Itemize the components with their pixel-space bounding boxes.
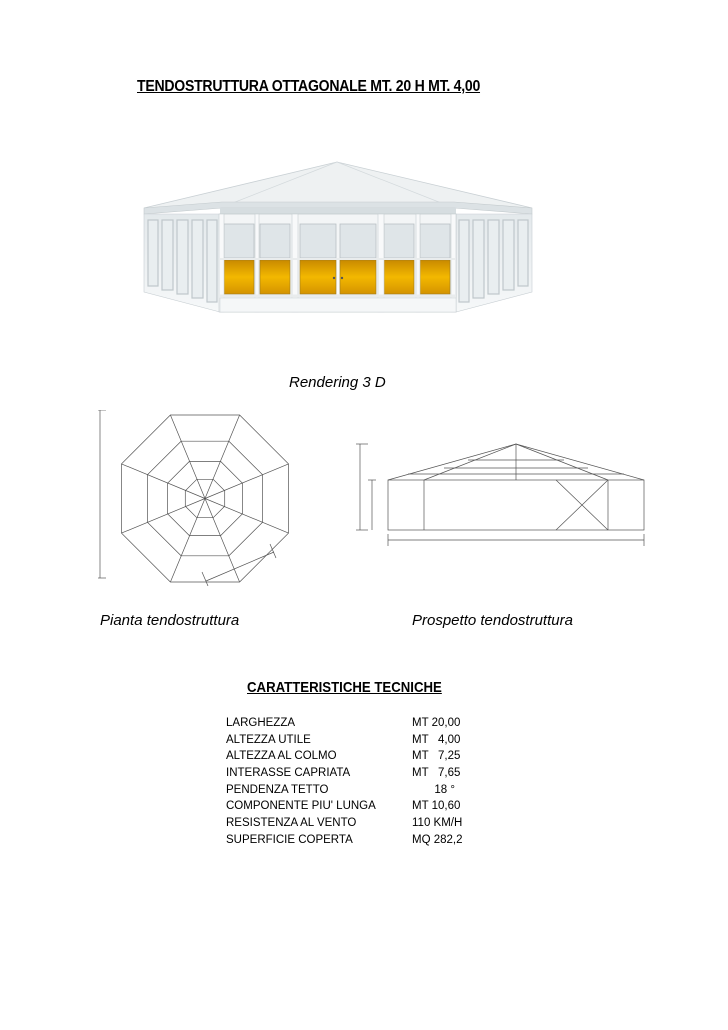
spec-value: MT 20,00 — [412, 717, 461, 729]
spec-row — [226, 782, 463, 799]
spec-label: ALTEZZA UTILE — [226, 733, 311, 746]
spec-label: LARGHEZZA — [226, 717, 296, 729]
spec-row — [226, 715, 463, 732]
spec-value: MQ 282,2 — [412, 833, 463, 846]
spec-value: MT 7,65 — [412, 767, 461, 780]
spec-label: INTERASSE CAPRIATA — [226, 767, 351, 780]
spec-row — [226, 798, 463, 815]
spec-row — [226, 815, 463, 832]
specs-title: CARATTERISTICHE TECNICHE — [247, 679, 442, 696]
spec-label: COMPONENTE PIU' LUNGA — [226, 800, 376, 813]
spec-label: RESISTENZA AL VENTO — [226, 817, 357, 830]
elevation-caption: Prospetto tendostruttura — [412, 612, 573, 629]
spec-value: 18 ° — [412, 783, 455, 796]
spec-label: ALTEZZA AL COLMO — [226, 750, 337, 763]
tent-elevation-drawing — [348, 436, 652, 552]
specs-table — [226, 715, 463, 849]
spec-value: MT 7,25 — [412, 750, 461, 763]
spec-row — [226, 832, 463, 849]
plan-caption: Pianta tendostruttura — [100, 612, 240, 629]
spec-value: MT 10,60 — [412, 800, 461, 813]
spec-row — [226, 765, 463, 782]
tent-plan-drawing — [98, 410, 298, 586]
page-title: TENDOSTRUTTURA OTTAGONALE MT. 20 H MT. 4,00 — [137, 78, 481, 95]
tent-3d-rendering — [140, 158, 534, 318]
spec-row — [226, 732, 463, 749]
spec-label: PENDENZA TETTO — [226, 783, 329, 796]
rendering-caption: Rendering 3 D — [289, 374, 386, 391]
spec-value: MT 4,00 — [412, 733, 461, 746]
spec-value: 110 KM/H — [412, 817, 463, 830]
spec-label: SUPERFICIE COPERTA — [226, 833, 353, 846]
spec-row — [226, 748, 463, 765]
